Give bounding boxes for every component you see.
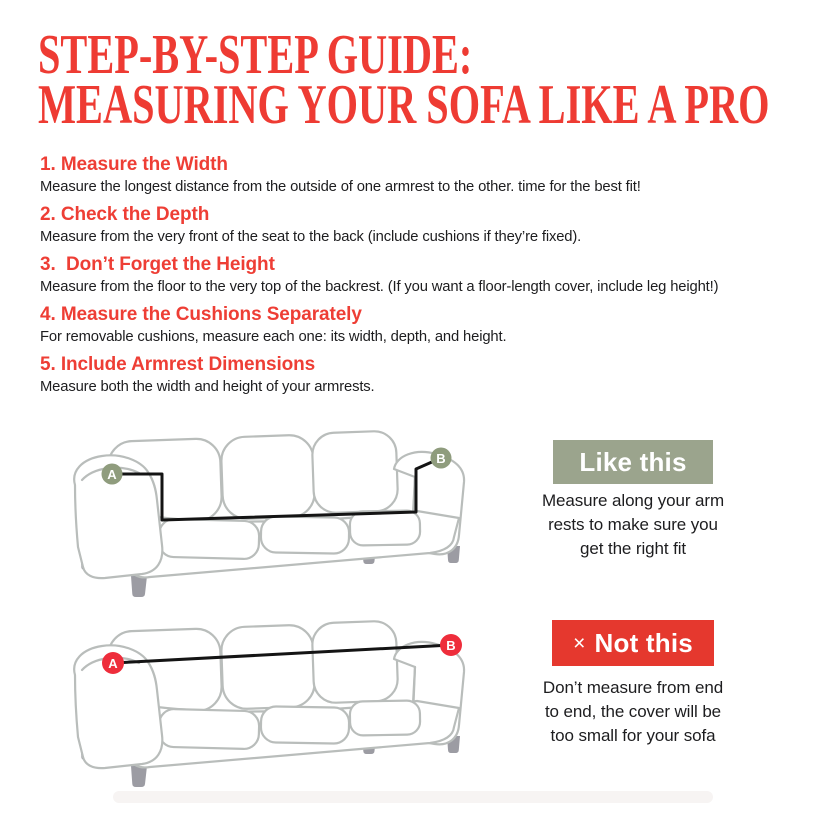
not-this-caption xyxy=(510,676,756,748)
step-2-body: Measure from the very front of the seat to the back (include cushions if they’re fixed). xyxy=(40,229,582,245)
x-icon: × xyxy=(573,632,586,655)
not-this-caption-line: Don’t measure from end xyxy=(542,678,724,697)
like-this-caption-line: get the right fit xyxy=(579,539,687,558)
step-1 xyxy=(40,154,823,197)
step-3-heading: 3. Don’t Forget the Height xyxy=(40,254,275,275)
page-title-line2: MEASURING YOUR SOFA LIKE A PRO xyxy=(38,74,770,136)
marker-b-label: B xyxy=(446,638,456,653)
sofa-illustration-correct xyxy=(45,425,505,615)
steps-list xyxy=(40,154,823,404)
page-title-line1: STEP-BY-STEP GUIDE: xyxy=(38,24,473,86)
like-this-caption-line: Measure along your arm xyxy=(541,491,725,510)
not-this-caption-line: to end, the cover will be xyxy=(544,702,722,721)
step-1-body: Measure the longest distance from the outside of one armrest to the other. time for the best fit! xyxy=(40,179,641,195)
marker-b-green xyxy=(431,448,452,469)
step-5-body: Measure both the width and height of your armrests. xyxy=(40,379,375,395)
marker-a-label: A xyxy=(107,467,117,482)
step-2 xyxy=(40,204,823,247)
not-this-badge-label: Not this xyxy=(594,627,693,658)
like-this-caption-line: rests to make sure you xyxy=(548,515,718,534)
step-1-heading: 1. Measure the Width xyxy=(40,154,228,175)
page-title xyxy=(38,24,770,136)
floor-shadow-bar xyxy=(113,791,713,803)
like-this-badge xyxy=(553,440,713,484)
marker-a-green xyxy=(102,464,123,485)
step-4 xyxy=(40,304,823,347)
marker-a-red xyxy=(102,652,124,674)
step-4-body: For removable cushions, measure each one: its width, depth, and height. xyxy=(40,329,507,345)
marker-b-label: B xyxy=(436,451,446,466)
step-4-heading: 4. Measure the Cushions Separately xyxy=(40,304,362,325)
not-this-caption-line: too small for your sofa xyxy=(550,726,716,745)
not-this-badge xyxy=(552,620,714,666)
step-5 xyxy=(40,354,823,397)
sofa-illustration-wrong xyxy=(45,615,505,805)
marker-a-label: A xyxy=(108,656,118,671)
like-this-caption xyxy=(518,489,748,561)
step-5-heading: 5. Include Armrest Dimensions xyxy=(40,354,316,375)
like-this-badge-label: Like this xyxy=(579,446,687,477)
step-3 xyxy=(40,254,823,297)
marker-b-red xyxy=(440,634,462,656)
step-3-body: Measure from the floor to the very top of the backrest. (If you want a floor-length cover, include leg height!) xyxy=(40,279,719,295)
step-2-heading: 2. Check the Depth xyxy=(40,204,210,225)
